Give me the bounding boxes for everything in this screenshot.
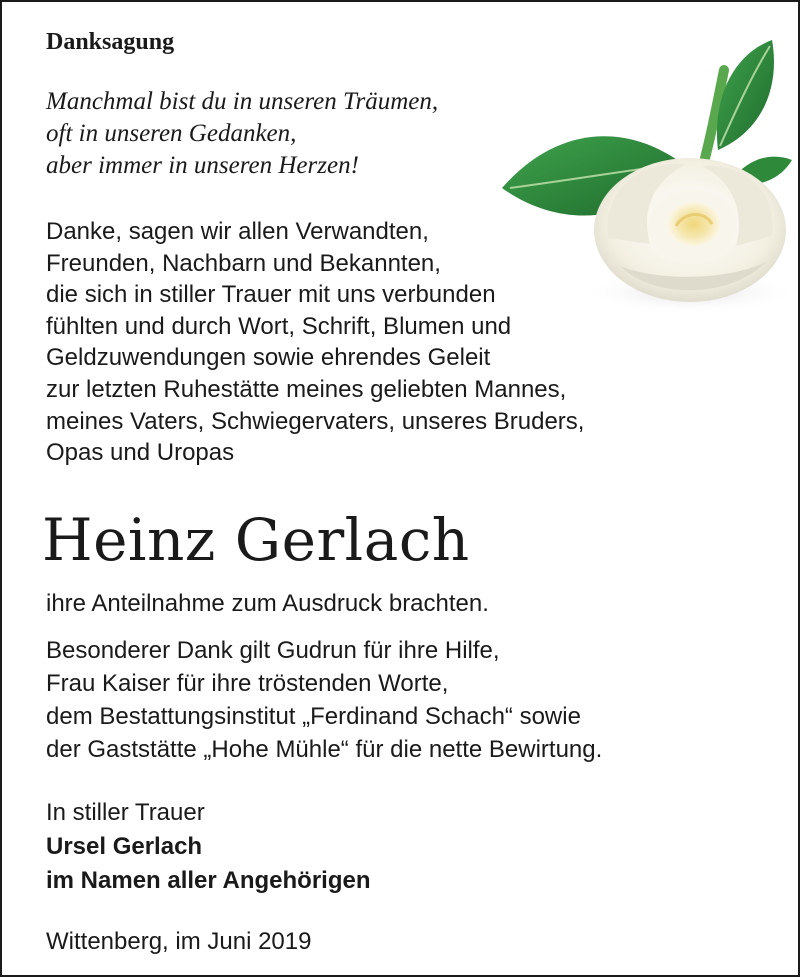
thanks-line: fühlten und durch Wort, Schrift, Blumen und — [46, 312, 512, 340]
thanks-line: Opas und Uropas — [46, 439, 235, 467]
deceased-name: Heinz Gerlach — [42, 506, 470, 574]
thanks-paragraph — [46, 216, 584, 469]
signoff — [46, 796, 371, 898]
thanks-line: die sich in stiller Trauer mit uns verbunden — [46, 281, 496, 309]
signoff-family: im Namen aller Angehörigen — [46, 867, 371, 894]
thanks-line: Geldzuwendungen sowie ehrendes Geleit — [46, 344, 491, 372]
special-thanks-line: dem Bestattungsinstitut „Ferdinand Schach“ sowie — [46, 703, 581, 730]
special-thanks-line: der Gaststätte „Hohe Mühle“ für die nette Bewirtung. — [46, 736, 603, 763]
motto-line: Manchmal bist du in unseren Träumen, — [46, 88, 439, 115]
special-thanks-line: Frau Kaiser für ihre tröstenden Worte, — [46, 670, 449, 697]
signoff-intro: In stiller Trauer — [46, 799, 205, 826]
place-date: Wittenberg, im Juni 2019 — [46, 928, 312, 955]
thanks-line: meines Vaters, Schwiegervaters, unseres Bruders, — [46, 407, 585, 435]
signoff-name: Ursel Gerlach — [46, 833, 203, 860]
special-thanks-line: Besonderer Dank gilt Gudrun für ihre Hilfe, — [46, 637, 500, 664]
motto-line: oft in unseren Gedanken, — [46, 120, 297, 147]
special-thanks-paragraph — [46, 634, 602, 766]
after-name-line: ihre Anteilnahme zum Ausdruck brachten. — [46, 590, 489, 617]
thanks-line: zur letzten Ruhestätte meines geliebten Mannes, — [46, 375, 567, 403]
motto-line: aber immer in unseren Herzen! — [46, 152, 359, 179]
heading: Danksagung — [46, 29, 175, 55]
motto-verse — [46, 86, 438, 182]
thanks-line: Freunden, Nachbarn und Bekannten, — [46, 249, 441, 277]
thanks-line: Danke, sagen wir allen Verwandten, — [46, 218, 429, 245]
